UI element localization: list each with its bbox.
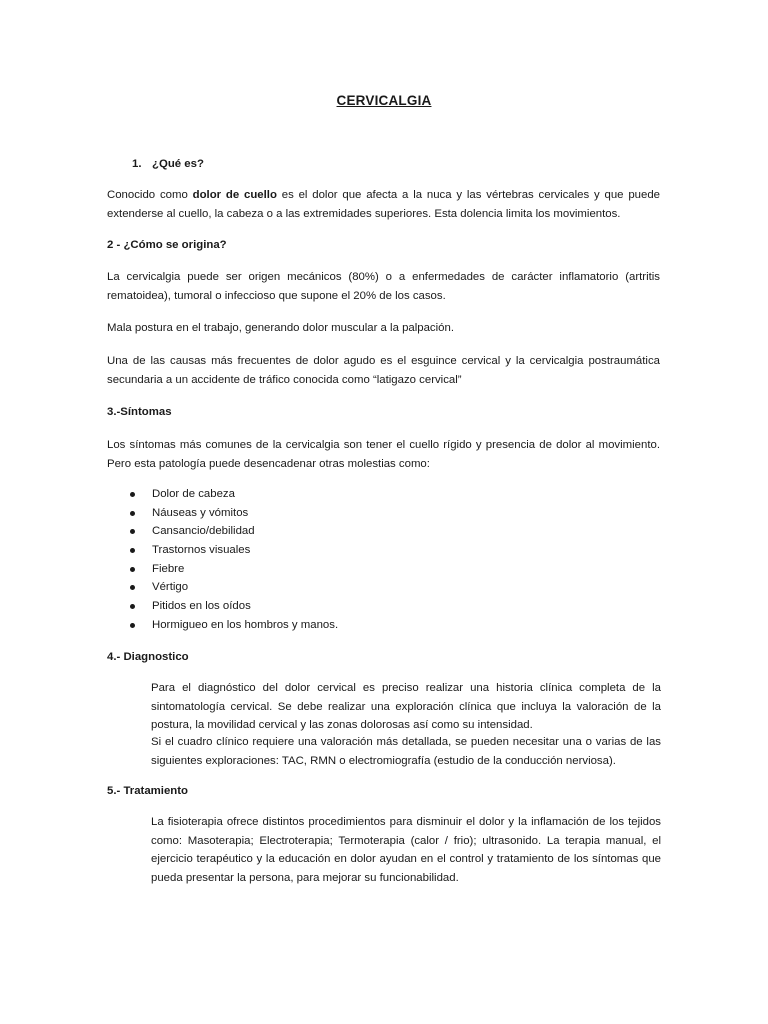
section-5-paragraph: La fisioterapia ofrece distintos procedimientos para disminuir el dolor y la inflamación de los tejidos como: Masoterapia; Electroterapia; Termoterapia (calor / frio); ultrasonido. La terapia manual, el ejercicio terapéutico y la educación en dolor ayudan en el control y tratamiento de los síntomas que pueda presentar la persona, para mejorar su funcionabilidad. [151, 816, 661, 884]
list-item [107, 485, 338, 504]
list-item-text: Fiebre [152, 562, 185, 575]
section-2-heading: 2 - ¿Cómo se origina? [107, 239, 227, 251]
bullet-icon [130, 623, 135, 628]
list-item [107, 541, 338, 560]
section-2-paragraph-1: La cervicalgia puede ser origen mecánicos (80%) o a enfermedades de carácter inflamatorio (artritis rematoidea), tumoral o infeccioso que supone el 20% de los casos. [107, 271, 660, 302]
bullet-icon [130, 529, 135, 534]
bullet-icon [130, 511, 135, 516]
list-item-text: Vértigo [152, 581, 189, 594]
section-1-number: 1. [132, 158, 142, 170]
bullet-icon [130, 492, 135, 497]
section-1-title: ¿Qué es? [152, 158, 204, 170]
bullet-icon [130, 567, 135, 572]
symptoms-list [107, 485, 338, 635]
section-3-heading: 3.-Síntomas [107, 406, 172, 418]
list-item [107, 504, 338, 523]
section-1-text-start: Conocido como [107, 189, 193, 201]
section-2-paragraph-2: Mala postura en el trabajo, generando dolor muscular a la palpación. [107, 322, 454, 334]
section-1-heading [132, 155, 685, 174]
section-5-heading: 5.- Tratamiento [107, 785, 189, 797]
document-title: CERVICALGIA [336, 93, 432, 108]
section-1-paragraph [107, 186, 660, 223]
bullet-icon [130, 548, 135, 553]
list-item-text: Hormigueo en los hombros y manos. [152, 618, 339, 631]
section-1-text-end: es el dolor que afecta a la nuca y las vértebras cervicales y que puede extenderse al cuello, la cabeza o a las extremidades superiores. Esta dolencia limita los movimientos. [107, 189, 661, 220]
list-item-text: Pitidos en los oídos [152, 600, 251, 613]
list-item [107, 597, 338, 616]
list-item-text: Náuseas y vómitos [152, 506, 249, 519]
section-2-paragraph-3: Una de las causas más frecuentes de dolor agudo es el esguince cervical y la cervicalgia postraumática secundaria a un accidente de tráfico conocida como “latigazo cervical” [107, 355, 660, 386]
section-4-heading: 4.- Diagnostico [107, 651, 189, 663]
section-4-paragraph-2: Si el cuadro clínico requiere una valoración más detallada, se pueden necesitar una o varias de las siguientes exploraciones: TAC, RMN o electromiografía (estudio de la conducción nerviosa). [151, 736, 661, 767]
section-3-paragraph: Los síntomas más comunes de la cervicalgia son tener el cuello rígido y presencia de dolor al movimiento. Pero esta patología puede desencadenar otras molestias como: [107, 439, 660, 470]
list-item [107, 560, 338, 579]
list-item [107, 522, 338, 541]
bullet-icon [130, 585, 135, 590]
list-item [107, 578, 338, 597]
list-item [107, 616, 338, 635]
list-item-text: Trastornos visuales [152, 544, 251, 557]
list-item-text: Dolor de cabeza [152, 488, 235, 500]
section-4-paragraph-1: Para el diagnóstico del dolor cervical es preciso realizar una historia clínica completa de la sintomatología cervical. Se debe realizar una exploración clínica que incluya la valoración de la postura, la movilidad cervical y las zonas dolorosas así como su intensidad. [151, 682, 661, 731]
list-item-text: Cansancio/debilidad [152, 525, 255, 538]
section-1-bold-term: dolor de cuello [192, 189, 277, 201]
bullet-icon [130, 604, 135, 609]
